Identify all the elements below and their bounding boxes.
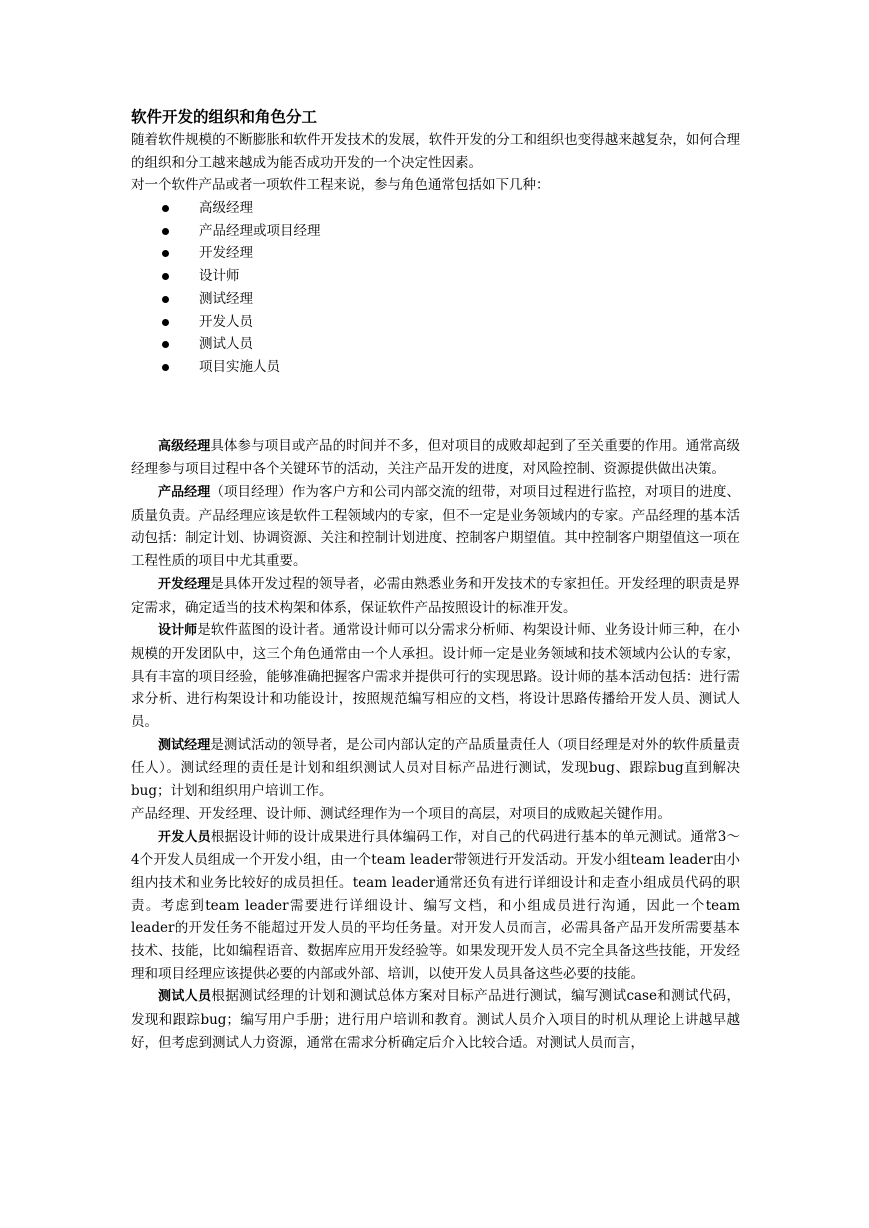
role-term: 产品经理 (158, 485, 211, 501)
bullet-icon (162, 296, 169, 303)
list-item: 设计师 (131, 265, 740, 288)
document-page (131, 105, 740, 1055)
document-title: 软件开发的组织和角色分工 (131, 108, 318, 126)
role-description: 设计师是软件蓝图的设计者。通常设计师可以分需求分析师、构架设计师、业务设计师三种，在小规模的开发团队中，这三个角色通常由一个人承担。设计师一定是业务领域和技术领域内公认的专家，具有丰富的项目经验，能够准确把握客户需求并提供可行的实现思路。设计师的基本活动包括：进行需求分析、进行构架设计和功能设计，按照规范编写相应的文档，将设计思路传播给开发人员、测试人员。 (131, 622, 740, 731)
bullet-icon (162, 319, 169, 326)
role-term: 设计师 (158, 623, 198, 639)
list-item: 产品经理或项目经理 (131, 220, 740, 243)
list-item: 开发经理 (131, 242, 740, 265)
role-description: 产品经理（项目经理）作为客户方和公司内部交流的纽带，对项目过程进行监控，对项目的进度、质量负责。产品经理应该是软件工程领域内的专家，但不一定是业务领域内的专家。产品经理的基本活动包括：制定计划、协调资源、关注和控制计划进度、控制客户期望值。其中控制客户期望值这一项在工程性质的项目中尤其重要。 (131, 484, 740, 570)
summary-paragraph: 产品经理、开发经理、设计师、测试经理作为一个项目的高层，对项目的成败起关键作用。 (131, 805, 671, 822)
role-term: 测试经理 (158, 737, 211, 753)
intro-paragraph: 随着软件规模的不断膨胀和软件开发技术的发展，软件开发的分工和组织也变得越来越复杂，如何合理的组织和分工越来越成为能否成功开发的一个决定性因素。 (131, 132, 740, 171)
role-description: 测试经理是测试活动的领导者，是公司内部认定的产品质量责任人（项目经理是对外的软件质量责任人）。测试经理的责任是计划和组织测试人员对目标产品进行测试，发现bug、跟踪bug直到解决bug；计划和组织用户培训工作。 (131, 736, 740, 800)
role-description: 开发人员根据设计师的设计成果进行具体编码工作，对自己的代码进行基本的单元测试。通常3～4个开发人员组成一个开发小组，由一个team leader带领进行开发活动。开发小组team leader由小组内技术和业务比较好的成员担任。team leader通常还负有进行详细设计和走查小组成员代码的职责。考虑到team leader需要进行详细设计、编写文档，和小组成员进行沟通，因此一个team leader的开发任务不能超过开发人员的平均任务量。对开发人员而言，必需具备产品开发所需要基本技术、技能，比如编程语音、数据库应用开发经验等。如果发现开发人员不完全具备这些技能，开发经理和项目经理应该提供必要的内部或外部、培训，以使开发人员具备这些必要的技能。 (131, 828, 740, 982)
role-description: 测试人员根据测试经理的计划和测试总体方案对目标产品进行测试，编写测试case和测试代码，发现和跟踪bug；编写用户手册；进行用户培训和教育。测试人员介入项目的时机从理论上讲越早越好，但考虑到测试人力资源，通常在需求分析确定后介入比较合适。对测试人员而言， (131, 988, 740, 1051)
role-description: 高级经理具体参与项目或产品的时间并不多，但对项目的成败却起到了至关重要的作用。通常高级经理参与项目过程中各个关键环节的活动，关注产品开发的进度，对风险控制、资源提供做出决策。 (131, 437, 740, 478)
list-item: 测试人员 (131, 333, 740, 356)
bullet-icon (162, 250, 169, 257)
role-term: 开发人员 (158, 829, 211, 845)
role-term: 测试人员 (158, 989, 212, 1005)
role-description: 开发经理是具体开发过程的领导者，必需由熟悉业务和开发技术的专家担任。开发经理的职责是界定需求，确定适当的技术构架和体系，保证软件产品按照设计的标准开发。 (131, 575, 740, 616)
role-term: 高级经理 (158, 438, 211, 454)
role-list (131, 197, 740, 379)
list-item: 测试经理 (131, 288, 740, 311)
list-item: 项目实施人员 (131, 356, 740, 379)
bullet-icon (162, 228, 169, 235)
bullet-icon (162, 205, 169, 212)
list-item: 高级经理 (131, 197, 740, 220)
bullet-icon (162, 273, 169, 280)
bullet-icon (162, 341, 169, 348)
role-term: 开发经理 (158, 576, 211, 592)
bullet-icon (162, 364, 169, 371)
list-item: 开发人员 (131, 311, 740, 334)
intro-paragraph: 对一个软件产品或者一项软件工程来说，参与角色通常包括如下几种： (131, 177, 550, 194)
